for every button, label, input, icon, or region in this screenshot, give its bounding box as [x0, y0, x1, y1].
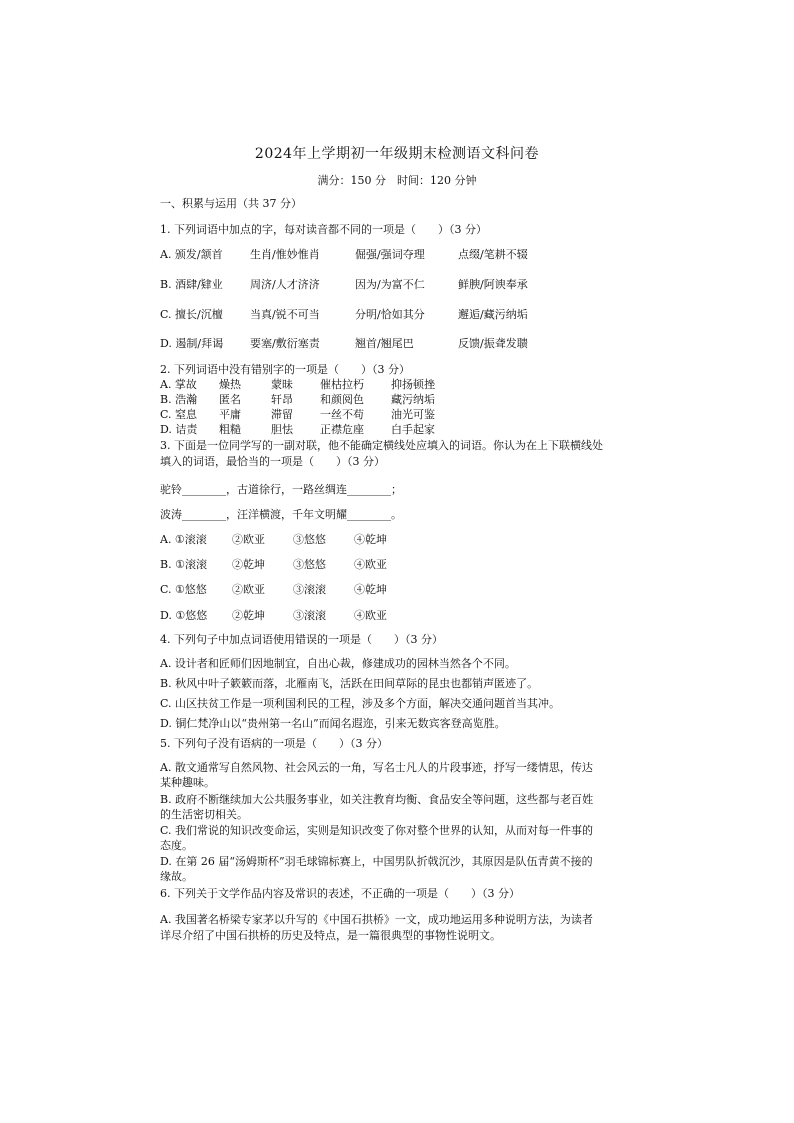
option-cell: C. ①悠悠: [160, 583, 207, 596]
question-6-stem: 6. 下列关于文学作品内容及常识的表述，不正确的一项是（ ）（3 分）: [160, 887, 520, 900]
option-cell: ④欧亚: [354, 558, 387, 571]
option-cell: 分明/恰如其分: [355, 308, 425, 321]
option-cell: 点缀/笔耕不辍: [458, 248, 528, 261]
option-cell: 因为/为富不仁: [355, 278, 425, 291]
option-cell: 周济/人才济济: [250, 278, 320, 291]
option-cell: B. 酒肆/肄业: [160, 278, 223, 291]
option-cell: 燥热: [219, 378, 241, 391]
question-5-option-a-line2: 某种趣味。: [160, 776, 215, 789]
option-cell: 和颜阅色: [320, 393, 364, 406]
option-cell: A. 颁发/颔首: [160, 248, 223, 261]
option-cell: D. 遏制/拜谒: [160, 337, 224, 350]
option-cell: 反馈/振聋发聩: [458, 337, 528, 350]
question-5-option-c-line1: C. 我们常说的知识改变命运，实则是知识改变了你对整个世界的认知，从而对每一件事的: [160, 824, 594, 837]
option-cell: 平庸: [219, 408, 241, 421]
question-5-option-a-line1: A. 散文通常写自然风物、社会风云的一角，写名士凡人的片段事迹，抒写一缕情思，传达: [160, 761, 593, 774]
section-heading: 一、积累与运用（共 37 分）: [160, 197, 302, 210]
option-cell: ③悠悠: [293, 533, 326, 546]
option-cell: 抑扬顿挫: [391, 378, 435, 391]
option-cell: 一丝不苟: [320, 408, 364, 421]
question-6-option-a-line2: 详尽介绍了中国石拱桥的历史及特点，是一篇很典型的事物性说明文。: [160, 929, 501, 942]
option-cell: ②欧亚: [232, 583, 265, 596]
option-cell: C. 窒息: [160, 408, 198, 421]
question-5-option-d-line2: 缘故。: [160, 870, 193, 883]
question-1-stem: 1. 下列词语中加点的字，每对读音都不同的一项是（ ）（3 分）: [160, 223, 487, 236]
question-6-option-a-line1: A. 我国著名桥梁专家茅以升写的《中国石拱桥》一文，成功地运用多种说明方法，为读者: [160, 913, 593, 926]
option-cell: D. ①悠悠: [160, 609, 208, 622]
question-2-stem: 2. 下列词语中没有错别字的一项是（ ）（3 分）: [160, 363, 410, 376]
option-cell: ④乾坤: [354, 583, 387, 596]
option-cell: 粗糙: [219, 423, 241, 436]
option-cell: 油光可鉴: [391, 408, 435, 421]
option-cell: 正襟危座: [320, 423, 364, 436]
option-cell: 要塞/敷衍塞责: [250, 337, 320, 350]
option-cell: B. ①滚滚: [160, 558, 207, 571]
couplet-lower: 波涛________，汪洋横渡，千年文明耀________。: [160, 508, 402, 521]
option-cell: ③悠悠: [293, 558, 326, 571]
question-4-stem: 4. 下列句子中加点词语使用错误的一项是（ ）（3 分）: [160, 633, 443, 646]
option-cell: A. ①滚滚: [160, 533, 207, 546]
option-cell: ③滚滚: [293, 609, 326, 622]
option-cell: ④乾坤: [354, 533, 387, 546]
couplet-upper: 驼铃________，古道徐行，一路丝绸连________；: [160, 483, 402, 496]
option-cell: ②乾坤: [232, 558, 265, 571]
option-cell: B. 浩瀚: [160, 393, 198, 406]
question-5-option-c-line2: 态度。: [160, 839, 193, 852]
option-cell: D. 诘责: [160, 423, 198, 436]
question-4-option-b: B. 秋风中叶子簌簌而落，北雁南飞，活跃在田间草际的昆虫也都销声匿迹了。: [160, 677, 539, 690]
option-cell: ③滚滚: [293, 583, 326, 596]
question-4-option-c: C. 山区扶贫工作是一项利国利民的工程，涉及多个方面，解决交通问题首当其冲。: [160, 697, 561, 710]
option-cell: 催枯拉朽: [320, 378, 364, 391]
option-cell: ②欧亚: [232, 533, 265, 546]
option-cell: ②乾坤: [232, 609, 265, 622]
question-5-option-b-line1: B. 政府不断继续加大公共服务事业，如关注教育均衡、食品安全等问题，这些都与老百姓: [160, 793, 594, 806]
option-cell: 蒙昧: [271, 378, 293, 391]
option-cell: 当真/锐不可当: [250, 308, 320, 321]
question-4-option-d: D. 铜仁梵净山以“贵州第一名山”而闻名遐迩，引来无数宾客登高览胜。: [160, 717, 506, 730]
option-cell: 轩昂: [271, 393, 293, 406]
option-cell: ④欧亚: [354, 609, 387, 622]
option-cell: 胆怯: [271, 423, 293, 436]
option-cell: C. 擅长/沉檀: [160, 308, 223, 321]
option-cell: 鲜腴/阿谀奉承: [458, 278, 528, 291]
option-cell: 翘首/翘尾巴: [355, 337, 414, 350]
option-cell: 生肖/惟妙惟肖: [250, 248, 320, 261]
question-5-stem: 5. 下列句子没有语病的一项是（ ）（3 分）: [160, 737, 388, 750]
option-cell: 滞留: [271, 408, 293, 421]
option-cell: 白手起家: [391, 423, 435, 436]
question-4-option-a: A. 设计者和匠师们因地制宜，自出心裁，修建成功的园林当然各个不同。: [160, 657, 516, 670]
option-cell: 邂逅/藏污纳垢: [458, 308, 528, 321]
question-3-stem-line2: 填入的词语，最恰当的一项是（ ）（3 分）: [160, 455, 385, 468]
question-5-option-d-line1: D. 在第 26 届“汤姆斯杯”羽毛球锦标赛上，中国男队折戟沉沙，其原因是队伍青黄不接的: [160, 855, 593, 868]
option-cell: 匿名: [219, 393, 241, 406]
question-5-option-b-line2: 的生活密切相关。: [160, 808, 248, 821]
option-cell: 倔强/强词夺理: [355, 248, 425, 261]
page-title: 2024年上学期初一年级期末检测语文科问卷: [254, 146, 540, 162]
question-3-stem-line1: 3. 下面是一位同学写的一副对联，他不能确定横线处应填入的词语。你认为在上下联横线处: [160, 439, 603, 452]
option-cell: 藏污纳垢: [391, 393, 435, 406]
exam-meta: 满分：150 分 时间：120 分钟: [317, 174, 477, 187]
option-cell: A. 掌故: [160, 378, 197, 391]
